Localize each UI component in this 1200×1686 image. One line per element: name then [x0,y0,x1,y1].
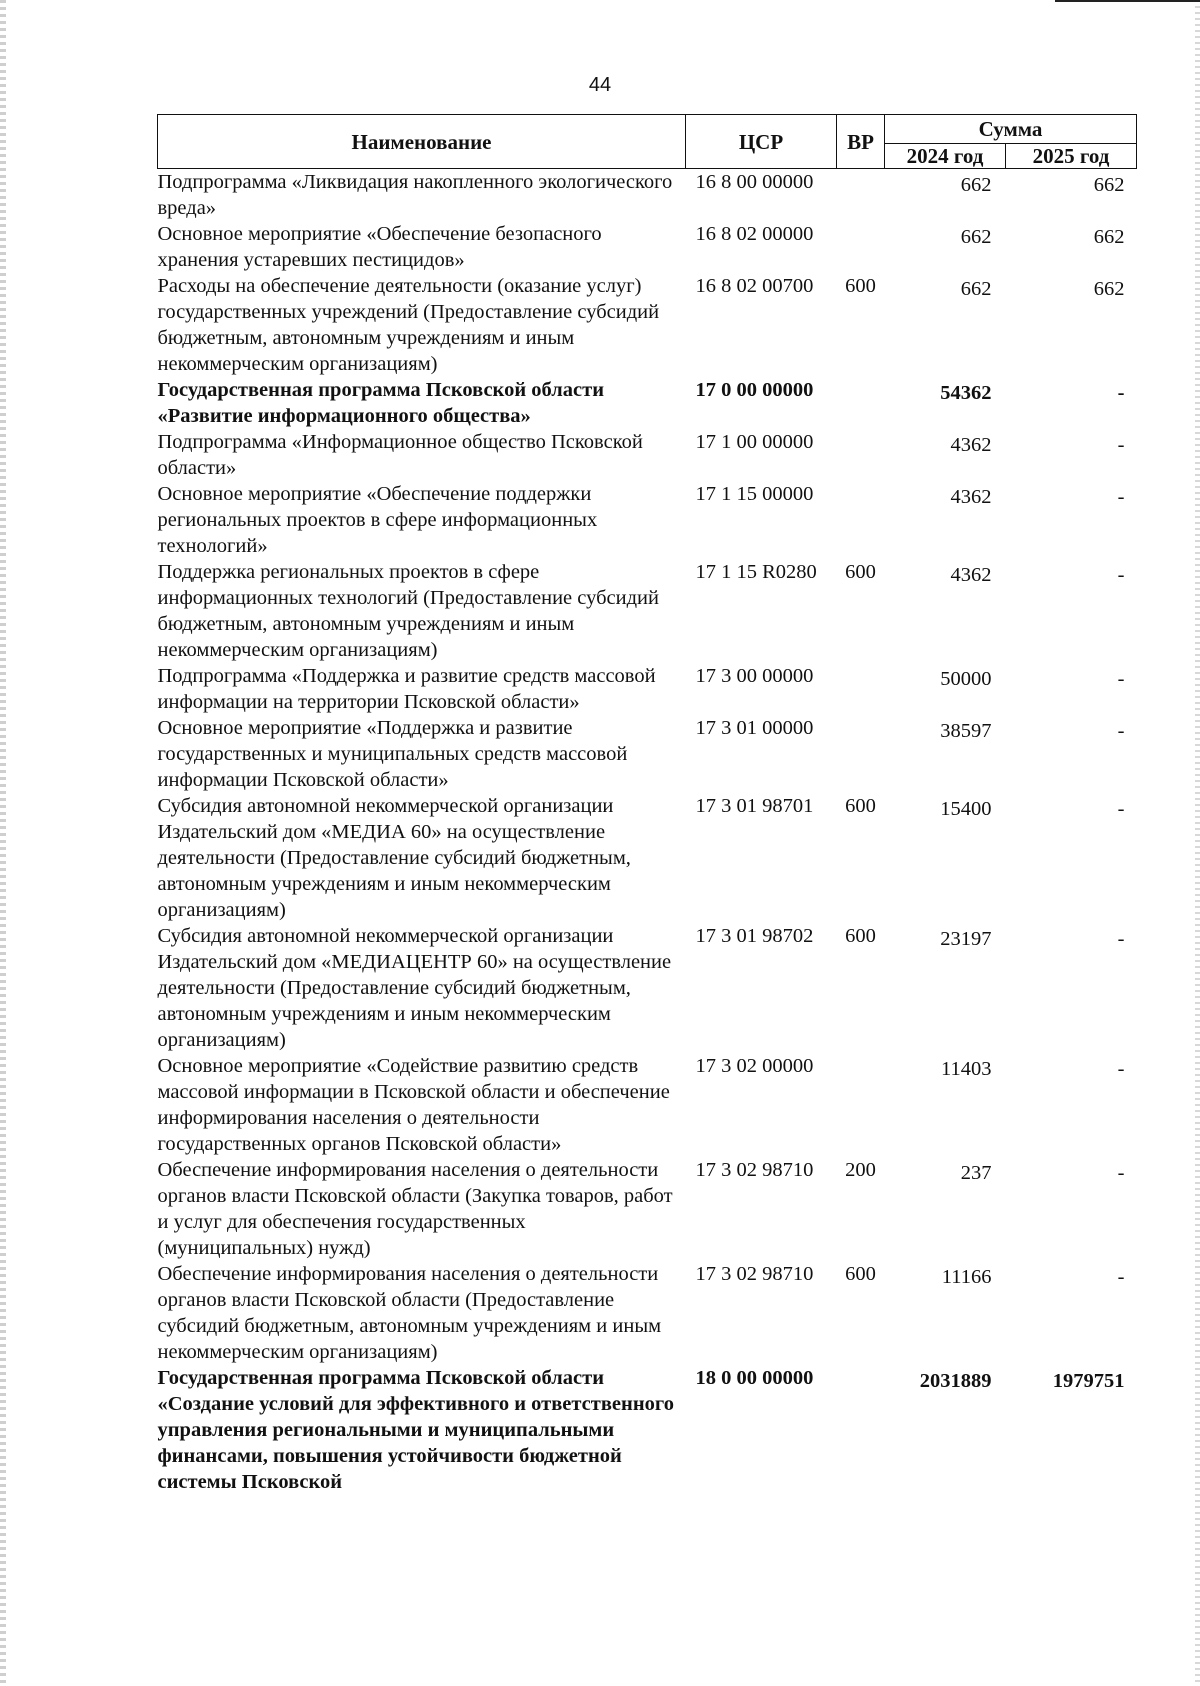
row-csr-cell: 17 3 00 00000 [695,665,814,687]
table-row [158,481,1137,559]
table-row [158,377,1137,429]
row-name-cell: Субсидия автономной некоммерческой организации Издательский дом «МЕДИА 60» на осуществление деятельности (Предоставление субсидий бюджетным, автономным учреждениям и иным некоммерческим организациям) [157,795,631,921]
row-name-cell: Обеспечение информирования населения о деятельности органов власти Псковской области (Предоставление субсидий бюджетным, автономным учреждениям и иным некоммерческим организациям) [157,1263,662,1363]
scan-left-edge [0,0,6,1686]
table-row [158,793,1137,923]
row-name-cell: Основное мероприятие «Обеспечение безопасного хранения устаревших пестицидов» [157,223,602,271]
row-csr-cell: 17 3 02 98710 [695,1263,814,1285]
row-sum-2025-cell: 1979751 [1052,1370,1125,1392]
row-name-cell: Основное мероприятие «Обеспечение поддержки региональных проектов в сфере информационных технологий» [157,483,598,557]
row-name-cell: Поддержка региональных проектов в сфере информационных технологий (Предоставление субсидий бюджетным, автономным учреждениям и иным некоммерческим организациям) [157,561,659,661]
row-name-cell: Подпрограмма «Информационное общество Псковской области» [157,431,643,479]
table-row [158,715,1137,793]
row-csr-cell: 17 3 02 00000 [695,1055,814,1077]
row-csr-cell: 16 8 00 00000 [695,171,814,193]
row-sum-2025-cell: 662 [1093,226,1125,248]
header-csr: ЦСР [686,115,837,169]
row-name-cell: Государственная программа Псковской области «Развитие информационного общества» [157,379,605,427]
row-vr-cell: 600 [845,561,876,583]
row-csr-cell: 17 0 00 00000 [695,379,814,401]
row-csr-cell: 17 3 01 98702 [695,925,814,947]
table-row [158,221,1137,273]
row-sum-2024-cell: 50000 [940,668,992,690]
row-csr-cell: 17 3 01 98701 [695,795,814,817]
row-sum-2025-cell: - [1117,434,1125,456]
row-sum-2024-cell: 15400 [940,798,992,820]
row-name-cell: Подпрограмма «Поддержка и развитие средств массовой информации на территории Псковской области» [157,665,656,713]
table-row [158,559,1137,663]
row-vr-cell: 600 [845,1263,876,1285]
row-vr-cell [837,169,885,222]
row-csr-cell: 17 1 00 00000 [695,431,814,453]
table-row [158,1365,1137,1495]
row-vr-cell [837,663,885,715]
row-sum-2024-cell: 54362 [940,382,992,404]
table-row [158,663,1137,715]
row-vr-cell [837,1365,885,1495]
row-sum-2025-cell: - [1117,668,1125,690]
row-name-cell: Государственная программа Псковской области «Создание условий для эффективного и ответственного управления региональными и муниципальными финансами, повышения устойчивости бюджетной системы Псковской [157,1367,674,1493]
row-vr-cell: 600 [845,275,876,297]
row-vr-cell [837,221,885,273]
row-vr-cell [837,715,885,793]
row-vr-cell: 200 [845,1159,876,1181]
row-sum-2025-cell: - [1117,382,1125,404]
row-sum-2024-cell: 2031889 [919,1370,992,1392]
row-name-cell: Основное мероприятие «Поддержка и развитие государственных и муниципальных средств массовой информации Псковской области» [157,717,628,791]
scan-right-edge [1195,0,1200,1686]
row-sum-2025-cell: - [1117,1266,1125,1288]
row-vr-cell [837,429,885,481]
row-csr-cell: 17 1 15 00000 [695,483,814,505]
row-sum-2025-cell: 662 [1093,174,1125,196]
row-csr-cell: 17 1 15 R0280 [695,561,817,583]
row-sum-2024-cell: 662 [960,278,992,300]
header-name: Наименование [158,115,686,169]
page-number: 44 [588,74,612,96]
table-header [158,115,1137,169]
header-vr: ВР [837,115,885,169]
table-row [158,923,1137,1053]
row-sum-2025-cell: - [1117,798,1125,820]
row-sum-2024-cell: 11166 [941,1266,992,1288]
row-csr-cell: 18 0 00 00000 [695,1367,814,1389]
row-name-cell: Расходы на обеспечение деятельности (оказание услуг) государственных учреждений (Предоставление субсидий бюджетным, автономным учреждениям и иным некоммерческим организациям) [157,275,660,375]
row-sum-2024-cell: 38597 [940,720,992,742]
row-sum-2025-cell: - [1117,720,1125,742]
row-vr-cell [837,481,885,559]
row-sum-2024-cell: 662 [960,226,992,248]
row-csr-cell: 17 3 01 00000 [695,717,814,739]
row-name-cell: Подпрограмма «Ликвидация накопленного экологического вреда» [157,171,673,219]
row-sum-2024-cell: 4362 [950,564,992,586]
row-sum-2025-cell: - [1117,1162,1125,1184]
row-vr-cell: 600 [845,795,876,817]
row-name-cell: Обеспечение информирования населения о деятельности органов власти Псковской области (Закупка товаров, работ и услуг для обеспечения государственных (муниципальных) нужд) [157,1159,673,1259]
top-rule-line [1055,0,1200,2]
row-sum-2024-cell: 237 [960,1162,992,1184]
table-row [158,1157,1137,1261]
row-sum-2024-cell: 4362 [950,486,992,508]
row-sum-2025-cell: 662 [1093,278,1125,300]
row-vr-cell [837,377,885,429]
header-year-2025: 2025 год [1006,144,1137,169]
header-sum: Сумма [885,115,1137,144]
row-sum-2025-cell: - [1117,564,1125,586]
table-row [158,1053,1137,1157]
row-csr-cell: 17 3 02 98710 [695,1159,814,1181]
table-row [158,169,1137,222]
row-name-cell: Субсидия автономной некоммерческой организации Издательский дом «МЕДИАЦЕНТР 60» на осуществление деятельности (Предоставление субсидий бюджетным, автономным учреждениям и иным некоммерческим организациям) [157,925,672,1051]
row-sum-2025-cell: - [1117,928,1125,950]
table-row [158,273,1137,377]
row-csr-cell: 16 8 02 00000 [695,223,814,245]
row-sum-2024-cell: 11403 [941,1058,992,1080]
row-csr-cell: 16 8 02 00700 [695,275,814,297]
row-sum-2025-cell: - [1117,1058,1125,1080]
row-vr-cell [837,1053,885,1157]
table-body [158,169,1137,1496]
header-year-2024: 2024 год [885,144,1006,169]
row-sum-2024-cell: 4362 [950,434,992,456]
table-row [158,429,1137,481]
table-row [158,1261,1137,1365]
row-sum-2024-cell: 662 [960,174,992,196]
row-sum-2025-cell: - [1117,486,1125,508]
row-vr-cell: 600 [845,925,876,947]
row-name-cell: Основное мероприятие «Содействие развитию средств массовой информации в Псковской области и обеспечение информирования населения о деятельности государственных органов Псковской области» [157,1055,670,1155]
budget-table [157,114,1137,1495]
row-sum-2024-cell: 23197 [940,928,992,950]
